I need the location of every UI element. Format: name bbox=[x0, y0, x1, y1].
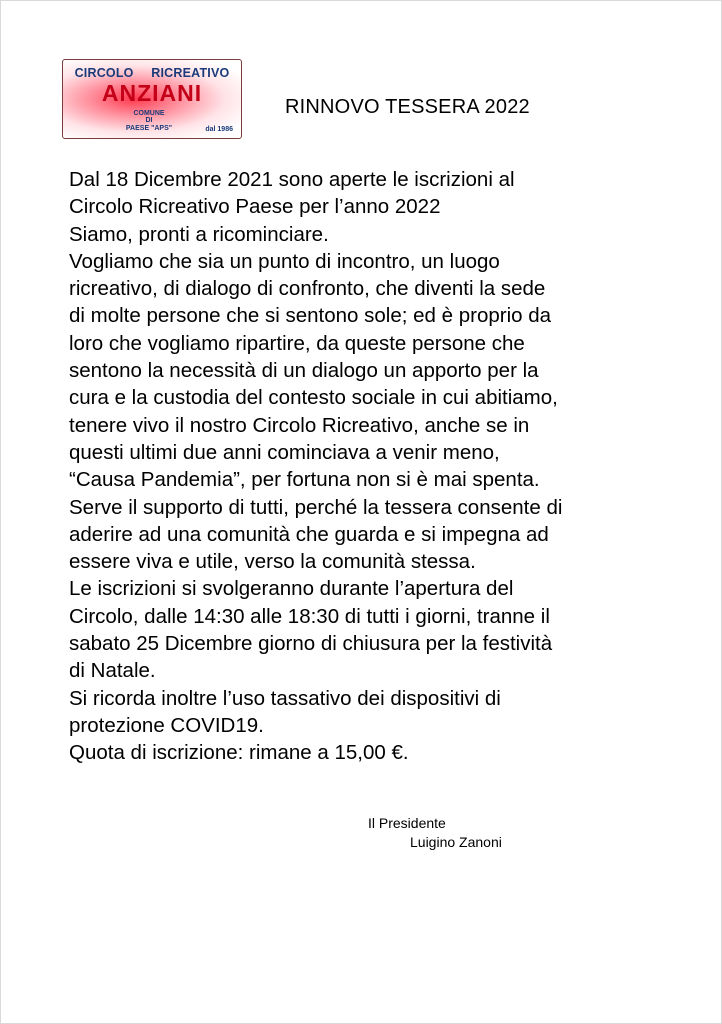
body-line: tenere vivo il nostro Circolo Ricreativo, anche se in bbox=[69, 413, 530, 437]
body-line: loro che vogliamo ripartire, da queste persone che bbox=[69, 331, 525, 355]
logo-line-anziani: ANZIANI bbox=[101, 80, 203, 106]
body-line: sabato 25 Dicembre giorno di chiusura per la festività bbox=[69, 632, 553, 656]
logo-paese: PAESE "APS" bbox=[125, 125, 173, 132]
body-line: aderire ad una comunità che guarda e si impegna ad bbox=[69, 522, 549, 546]
body-line: Circolo, dalle 14:30 alle 18:30 di tutti i giorni, tranne il bbox=[69, 604, 550, 628]
body-line: protezione COVID19. bbox=[69, 713, 264, 737]
logo-line-circolo: CIRCOLO RICREATIVO bbox=[74, 66, 230, 80]
body-line: Si ricorda inoltre l’uso tassativo dei dispositivi di bbox=[69, 686, 501, 710]
document-title: RINNOVO TESSERA 2022 bbox=[285, 96, 530, 118]
body-line: Dal 18 Dicembre 2021 sono aperte le iscrizioni al bbox=[69, 168, 515, 191]
body-text bbox=[69, 166, 669, 767]
body-line: questi ultimi due anni cominciava a venir meno, bbox=[69, 440, 500, 464]
body-line: Le iscrizioni si svolgeranno durante l’apertura del bbox=[69, 577, 514, 601]
signature-name: Luigino Zanoni bbox=[410, 834, 502, 850]
body-line: “Causa Pandemia”, per fortuna non si è mai spenta. bbox=[69, 468, 540, 492]
body-line: Quota di iscrizione: rimane a 15,00 €. bbox=[69, 741, 409, 765]
signature-role: Il Presidente bbox=[368, 815, 446, 831]
body-line: Serve il supporto di tutti, perché la tessera consente di bbox=[69, 495, 563, 519]
club-logo bbox=[62, 59, 242, 139]
body-line: Circolo Ricreativo Paese per l’anno 2022 bbox=[69, 195, 441, 219]
body-line: Vogliamo che sia un punto di incontro, un luogo bbox=[69, 249, 500, 273]
body-line: ricreativo, di dialogo di confronto, che diventi la sede bbox=[69, 277, 546, 301]
body-line: cura e la custodia del contesto sociale in cui abitiamo, bbox=[69, 386, 558, 410]
body-line: Siamo, pronti a ricominciare. bbox=[69, 222, 329, 246]
body-line: di molte persone che si sentono sole; ed è proprio da bbox=[69, 304, 552, 328]
body-line: sentono la necessità di un dialogo un apporto per la bbox=[69, 359, 539, 383]
logo-comune: COMUNE bbox=[133, 110, 165, 117]
body-line: di Natale. bbox=[69, 659, 156, 683]
logo-since: dal 1986 bbox=[205, 126, 233, 133]
body-line: essere viva e utile, verso la comunità stessa. bbox=[69, 550, 476, 574]
logo-di: DI bbox=[145, 117, 153, 124]
